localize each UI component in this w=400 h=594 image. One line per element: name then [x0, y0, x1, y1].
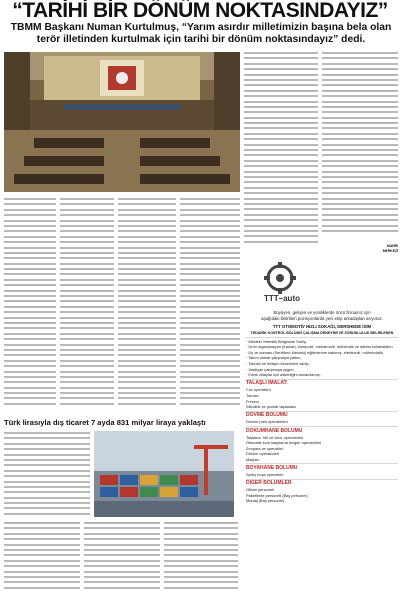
ad-brand: TTT–auto [264, 294, 300, 303]
ad-section-title: BOYAHANE BÖLÜMÜ [246, 465, 298, 472]
trade-column-1 [4, 522, 80, 594]
trade-headline: Türk lirasıyla dış ticaret 7 ayda 831 milyar liraya yaklaştı [4, 418, 206, 427]
ad-position: Tornacı [246, 392, 259, 398]
article-column-4 [244, 52, 318, 250]
ad-position: Taşlama, fırfi ve visor operatörleri [246, 434, 304, 440]
ad-requirement: · Vardiyalı çalışmaya uygun, [246, 366, 295, 372]
ad-divider [246, 426, 398, 427]
ad-position: Silindirik ve puntalı taşlamacı [246, 404, 297, 410]
ad-position: Cnc operatörü [246, 387, 271, 393]
ad-divider [246, 379, 398, 380]
port-photo [94, 431, 234, 517]
article-column-3b [180, 198, 240, 412]
article-column-1 [4, 198, 56, 412]
article-column-3 [118, 198, 176, 412]
ad-section-title: DİĞER BÖLÜMLER [246, 480, 292, 487]
trade-column-3 [164, 522, 238, 594]
ad-section-title: TALAŞLI İMALAT: [246, 380, 288, 387]
ad-requirement: · Tekrarlı bir iletişim becerisine sahip, [246, 360, 310, 366]
gear-logo-icon [256, 262, 304, 294]
ad-position: Zımpara ve operatörü [246, 445, 284, 451]
headline: “TARİHİ BİR DÖNÜM NOKTASINDAYIZ” [12, 0, 388, 22]
ad-position: Montaj (Bay personel) [246, 498, 285, 504]
ad-intro: Büyüyen, gelişen ve yeniliklerde öncü firmamız için [273, 310, 371, 315]
ad-requirement: · Mesleki Yeterlilik Belgesine Sahip, [246, 338, 308, 344]
ad-requirement: · Erkek adaylar için askerliğini tamamlamış, [246, 372, 321, 378]
ad-divider [246, 337, 398, 338]
ad-requirement: · Üç ve sonrası (Sertifikalı Mesleki) eğitimlerine katılmış, elektronik, mühendislik, [246, 349, 385, 355]
ad-position: Ofisim personeli [246, 487, 274, 493]
ad-sections [246, 379, 398, 504]
ad-position: Sprey boya operatörü [246, 472, 284, 478]
article-column-5 [322, 52, 398, 244]
article-byline: MAHİR MERKEZİ [382, 244, 398, 254]
ad-position: Frezeci [246, 398, 259, 404]
ad-company: TTT OTOMOTİV HIZLI SOKAĞI, DERSHEDE İSİM [272, 324, 372, 329]
article-column-2 [60, 198, 114, 412]
ad-position: Dövme pres operatörleri [246, 419, 288, 425]
ad-section-title: DÖVME BÖLÜMÜ [246, 412, 288, 419]
ad-divider [246, 463, 398, 464]
job-advert [246, 256, 398, 594]
ad-experience-title: TEDARİK KONTROL BÖLÜMÜ ÇALIŞMA DENEYİMİ VE ZORUNLULUK BELİRLENEN [250, 331, 394, 335]
ad-divider [246, 479, 398, 480]
ad-position: Maçlacı [246, 456, 260, 462]
ad-position: Paketleme personeli (Bay personel) [246, 492, 308, 498]
ad-requirements [246, 339, 398, 378]
ad-requirement: · Takım olarak çalışmaya yatkın, [246, 355, 302, 361]
ad-requirement: · Ürün organizasyon (fuarlar), kompozit, mekatronik, mühendis ve işletim kullanabilen [246, 344, 393, 350]
headline-deck: TBMM Başkanı Numan Kurtulmuş, “Yarım asırdır milletimizin başına bela olan terör illetinden kurtulmak için tarihi bir dönüm noktasındayız” dedi. [10, 22, 392, 45]
parliament-photo [4, 52, 240, 192]
ad-position: Döküm operatörleri [246, 451, 280, 457]
trade-intro [4, 432, 90, 518]
ad-section-title: DÖKÜMHANE BÖLÜMÜ [246, 427, 303, 434]
ad-logo-area [246, 256, 398, 310]
trade-column-2 [84, 522, 160, 594]
ad-intro-2: aşağıdaki belirtilen pozisyonlarda yeni ekip arkadaşları arıyoruz. [261, 316, 383, 321]
ad-divider [246, 411, 398, 412]
ad-position: Otomatik kum kalıplama tezgah operatörleri [246, 440, 322, 446]
